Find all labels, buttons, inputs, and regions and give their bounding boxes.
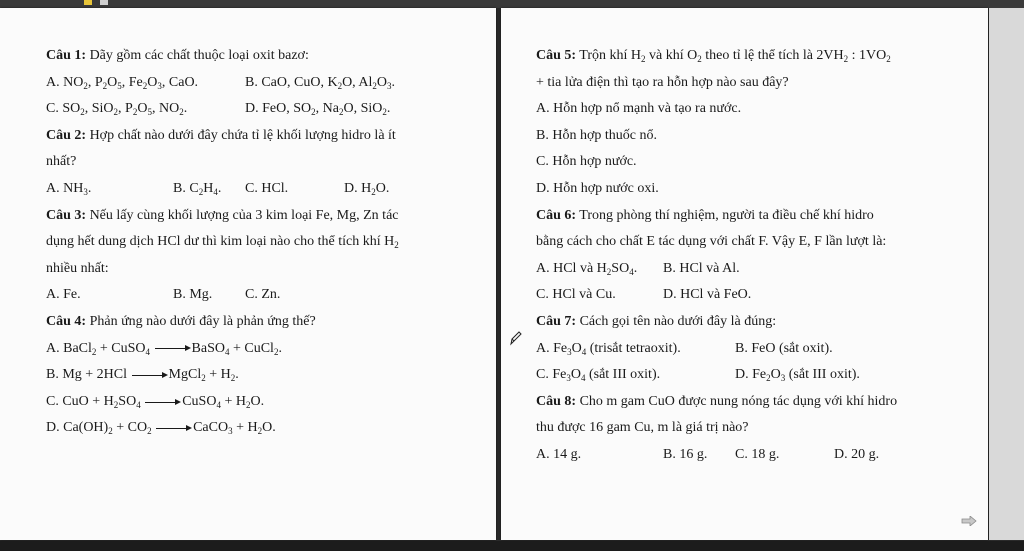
question-5-stem: Câu 5: Trộn khí $H_2$ và khí $O_2$ theo tỉ lệ thể tích là $2VH_2$ : $1VO_2$ [536, 48, 891, 64]
question-8-stem-cont: thu được 16 gam Cu, m là giá trị nào? [536, 420, 749, 436]
question-5-stem-cont: + tia lửa điện thì tạo ra hỗn hợp nào sau đây? [536, 74, 789, 90]
question-6-options-cd [536, 282, 974, 309]
q6-option-c: C. HCl và Cu. [536, 287, 616, 303]
q5-option-d: D. Hỗn hợp nước oxi. [536, 180, 659, 196]
next-page-arrow-icon[interactable] [961, 516, 977, 526]
question-3-options [46, 282, 482, 309]
question-7-options-ab [536, 336, 974, 363]
q8-option-b: B. 16 g. [663, 446, 708, 462]
question-1-options-cd [46, 96, 482, 123]
question-8-options [536, 442, 974, 469]
q2-option-c: C. HCl. [245, 180, 289, 196]
question-7-stem: Câu 7: Cách gọi tên nào dưới đây là đúng: [536, 313, 777, 329]
reaction-arrow-icon [156, 423, 192, 433]
q5-option-a: A. Hỗn hợp nổ mạnh và tạo ra nước. [536, 101, 742, 117]
q3-option-c: C. Zn. [245, 287, 281, 303]
question-2-options [46, 176, 482, 203]
q2-option-b: B. $C_2H_4$. [173, 180, 222, 197]
right-page-content [536, 43, 974, 469]
viewer-side-panel [989, 8, 1024, 540]
q8-option-d: D. 20 g. [834, 446, 880, 462]
q8-option-a: A. 14 g. [536, 446, 582, 462]
q2-option-d: D. $H_2O$. [344, 180, 390, 197]
question-3-stem: Câu 3: Nếu lấy cùng khối lượng của 3 kim loại Fe, Mg, Zn tác [46, 207, 399, 223]
question-8-stem: Câu 8: Cho m gam CuO được nung nóng tác dụng với khí hidro [536, 393, 898, 409]
question-6-stem-cont: bằng cách cho chất E tác dụng với chất F. Vậy E, F lần lượt là: [536, 234, 887, 250]
question-1-label: Câu 1: [46, 48, 87, 63]
q5-option-c: C. Hỗn hợp nước. [536, 154, 637, 170]
pen-cursor-icon [508, 330, 522, 346]
q7-option-a: A. $Fe_3O_4$ (trisắt tetraoxit). [536, 340, 681, 357]
document-page-right [501, 8, 988, 540]
q7-option-c: C. $Fe_3O_4$ (sắt III oxit). [536, 367, 661, 384]
question-4-stem: Câu 4: Phản ứng nào dưới đây là phản ứng thế? [46, 313, 316, 329]
q4-option-b: B. Mg + 2HCl MgCl$_2$ + $H_2$. [46, 367, 239, 384]
q4-option-a: A. BaCl$_2$ + CuSO$_4$ BaSO$_4$ + CuCl$_2$. [46, 340, 282, 357]
question-1-stem: Câu 1: Dãy gồm các chất thuộc loại oxit bazơ: [46, 48, 309, 63]
q1-option-d: D. FeO, $SO_2$, $Na_2O$, SiO$_2$. [245, 101, 391, 118]
question-2-stem: Câu 2: Hợp chất nào dưới đây chứa tỉ lệ khối lượng hidro là ít [46, 127, 396, 143]
question-2-stem-cont: nhất? [46, 154, 77, 170]
window-top-bar [0, 0, 1024, 8]
question-6-stem: Câu 6: Trong phòng thí nghiệm, người ta điều chế khí hidro [536, 207, 874, 223]
question-3-stem-cont2: nhiều nhất: [46, 260, 109, 276]
q1-option-c: C. $SO_2$, SiO$_2$, $P_2O_5$, $NO_2$. [46, 101, 188, 118]
question-3-stem-cont: dụng hết dung dịch HCl dư thì kim loại nào cho thể tích khí $H_2$ [46, 234, 399, 251]
q6-option-b: B. HCl và Al. [663, 260, 740, 276]
toolbar-marker-yellow [84, 0, 92, 5]
left-page-content [46, 43, 482, 442]
reaction-arrow-icon [155, 343, 191, 353]
q7-option-d: D. $Fe_2O_3$ (sắt III oxit). [735, 367, 860, 384]
q3-option-b: B. Mg. [173, 287, 213, 303]
window-bottom-bar [0, 541, 1024, 551]
q7-option-b: B. FeO (sắt oxit). [735, 340, 833, 356]
q6-option-d: D. HCl và FeO. [663, 287, 752, 303]
reaction-arrow-icon [132, 370, 168, 380]
q2-option-a: A. $NH_3$. [46, 180, 92, 197]
q6-option-a: A. HCl và $H_2SO_4$. [536, 260, 638, 277]
q1-option-b: B. CaO, CuO, $K_2O$, $Al_2O_3$. [245, 74, 396, 91]
q4-option-c: C. CuO + $H_2SO_4$ CuSO$_4$ + $H_2O$. [46, 393, 265, 410]
q5-option-b: B. Hỗn hợp thuốc nổ. [536, 127, 657, 143]
reaction-arrow-icon [145, 397, 181, 407]
question-7-options-cd [536, 362, 974, 389]
toolbar-marker-gray [100, 0, 108, 5]
question-1-options-ab [46, 70, 482, 97]
q3-option-a: A. Fe. [46, 287, 81, 303]
question-6-options-ab [536, 256, 974, 283]
document-page-left [0, 8, 496, 540]
q1-option-a: A. $NO_2$, $P_2O_5$, $Fe_2O_3$, CaO. [46, 74, 199, 91]
q8-option-c: C. 18 g. [735, 446, 780, 462]
q4-option-d: D. $Ca(OH)_2 + CO_2$ CaCO$_3$ + $H_2O$. [46, 420, 276, 437]
